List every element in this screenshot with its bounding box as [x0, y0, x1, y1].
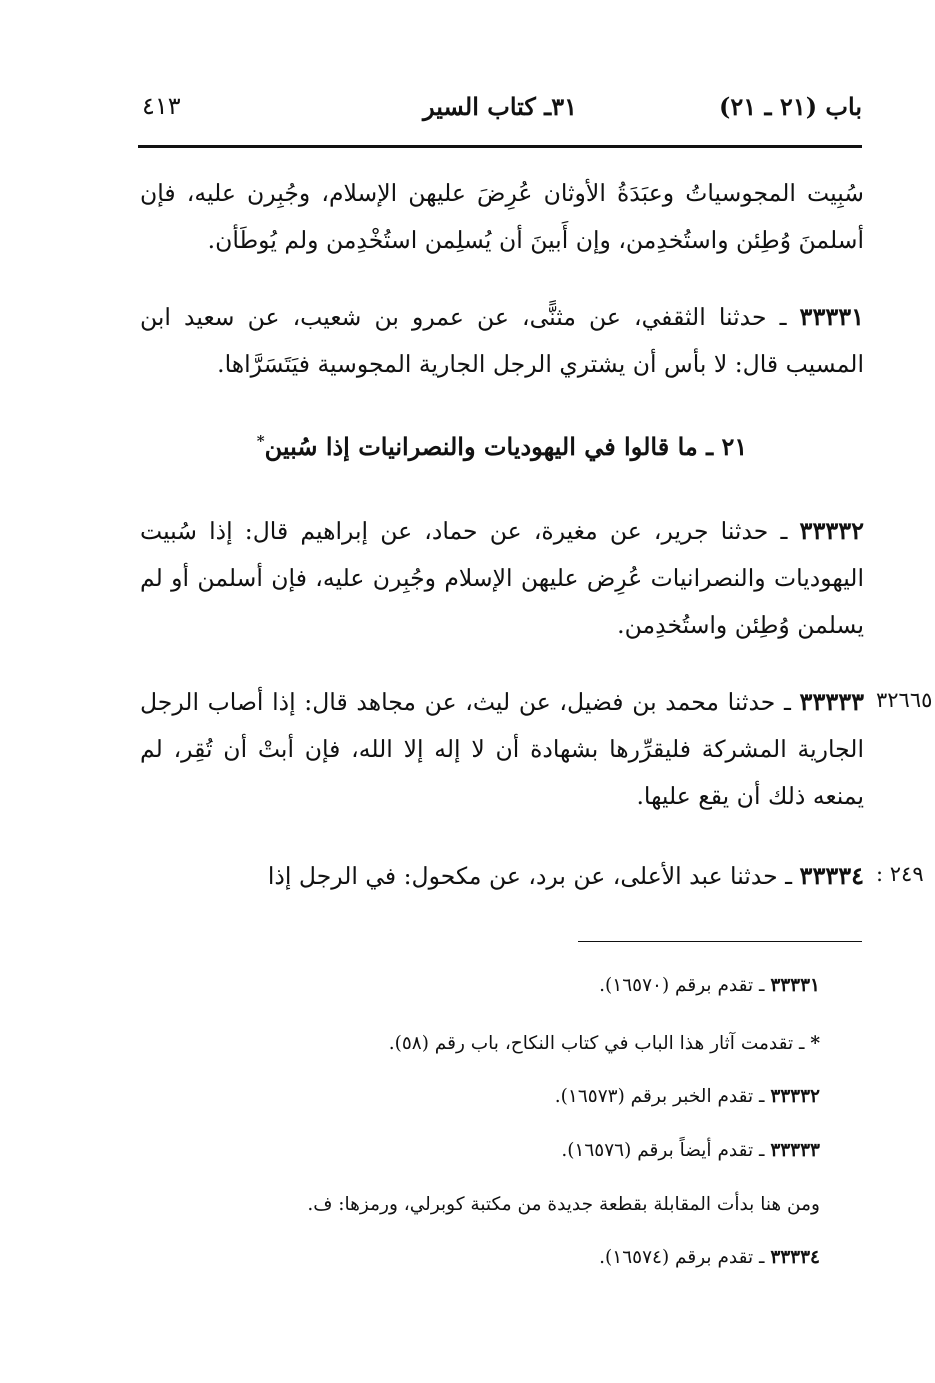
- hadith-number: ٣٣٣٣١: [799, 302, 864, 331]
- footnote-number: ٣٣٣٣١: [770, 975, 820, 996]
- hadith-text: ـ حدثنا محمد بن فضيل، عن ليث، عن مجاهد قال: إذا أصاب الرجل الجارية المشركة فليقرِّرها بشهادة أن لا إله إلا الله، فإن أبتْ أن تُقِر، لم يمنعه ذلك أن يقع عليها.: [140, 688, 864, 810]
- footnote-number: ٣٣٣٣٤: [770, 1247, 820, 1268]
- footnote-item: [140, 1137, 820, 1165]
- footnote-text: ـ تقدم برقم (١٦٥٧٠).: [599, 975, 771, 996]
- footnote-text: ـ تقدم برقم (١٦٥٧٤).: [599, 1247, 771, 1268]
- footnote-item: [140, 1030, 820, 1058]
- footnote-number: ٣٣٣٣٣: [770, 1140, 820, 1161]
- footnote-number: *: [810, 1033, 820, 1054]
- footnote-text: ـ تقدمت آثار هذا الباب في كتاب النكاح، باب رقم (٥٨).: [388, 1033, 811, 1054]
- footnote-item: [140, 1083, 820, 1111]
- footnote-number: ٣٣٣٣٢: [770, 1086, 820, 1107]
- footnote-item: [140, 1244, 820, 1272]
- page-number: ٤١٣: [142, 92, 181, 120]
- chapter-range: باب (٢١ ـ ٢١): [719, 92, 862, 121]
- hadith-number: ٣٣٣٣٣: [799, 687, 864, 716]
- footnote-text: ـ تقدم أيضاً برقم (١٦٥٧٦).: [561, 1140, 771, 1161]
- footnote-item: [140, 972, 820, 1000]
- header-rule: [138, 145, 862, 148]
- hadith-33333: [140, 678, 864, 820]
- paragraph-text: سُبِيت المجوسياتُ وعبَدَةُ الأوثان عُرِضَ عليهن الإسلام، وجُبِرن عليه، فإن أسلمنَ وُطِئن واستُخدِمن، وإن أَبينَ أن يُسلِمن استُخْدِمن ولم يُوطَأن.: [140, 179, 864, 254]
- margin-reference: ٣٢٦٦٥: [876, 688, 933, 712]
- footnote-text: ومن هنا بدأت المقابلة بقطعة جديدة من مكتبة كوبرلي، ورمزها: ف.: [307, 1194, 820, 1215]
- hadith-text: ـ حدثنا جرير، عن مغيرة، عن حماد، عن إبراهيم قال: إذا سُبيت اليهوديات والنصرانيات عُرِض عليهن الإسلام وجُبِرن عليه، فإن أسلمن أو لم يسلمن وُطِئن واستُخدِمن.: [140, 517, 864, 639]
- hadith-33331: [140, 293, 864, 388]
- hadith-33334: [140, 852, 864, 900]
- section-heading-marker: *: [256, 432, 265, 450]
- hadith-text: ـ حدثنا الثقفي، عن مثنًّى، عن عمرو بن شعيب، عن سعيد ابن المسيب قال: لا بأس أن يشتري الرجل الجارية المجوسية فيَتَسَرَّاها.: [140, 303, 864, 378]
- hadith-text: ـ حدثنا عبد الأعلى، عن برد، عن مكحول: في الرجل إذا: [267, 862, 800, 890]
- hadith-number: ٣٣٣٣٢: [799, 516, 864, 545]
- paragraph-continuation: [140, 170, 864, 264]
- margin-reference: : ٢٤٩: [876, 862, 924, 886]
- hadith-number: ٣٣٣٣٤: [799, 861, 864, 890]
- footnote-text: ـ تقدم الخبر برقم (١٦٥٧٣).: [554, 1086, 771, 1107]
- footnote-item: [140, 1191, 820, 1219]
- running-header: [138, 92, 862, 132]
- footnote-rule: [578, 941, 862, 942]
- section-heading-text: ٢١ ـ ما قالوا في اليهوديات والنصرانيات إذا سُبين: [264, 432, 748, 461]
- book-title: ٣١ـ كتاب السير: [423, 92, 577, 121]
- section-heading: [140, 432, 864, 461]
- hadith-33332: [140, 507, 864, 649]
